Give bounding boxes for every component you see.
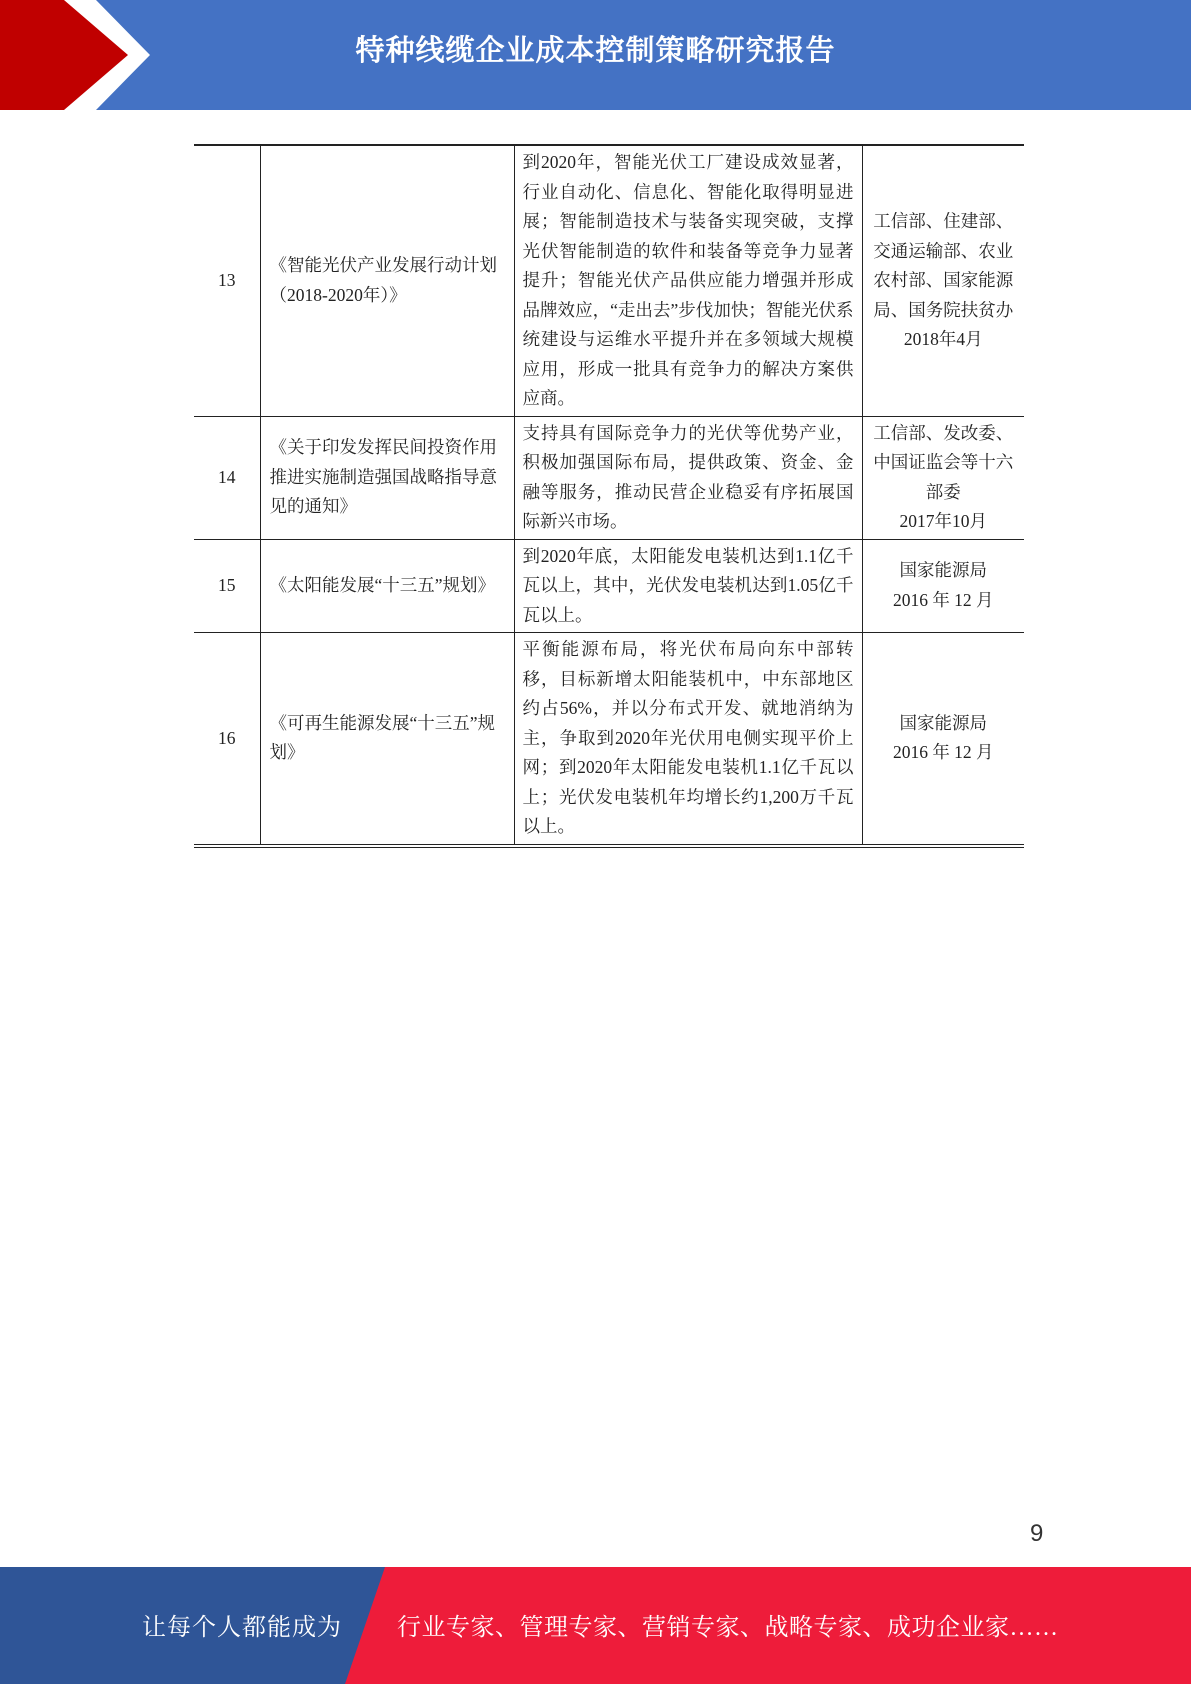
policy-title: 《关于印发发挥民间投资作用推进实施制造强国战略指导意见的通知》 [260,416,514,539]
policy-title: 《可再生能源发展“十三五”规划》 [260,633,514,846]
department-names: 国家能源局 [899,560,987,581]
policy-content: 平衡能源布局，将光伏布局向东中部转移，目标新增太阳能装机中，中东部地区约占56%，并以分布式开发、就地消纳为主，争取到2020年光伏用电侧实现平价上网；到2020年太阳能发电装机1.1亿千瓦以上；光伏发电装机年均增长约1,200万千瓦以上。 [514,633,862,846]
issuing-department [862,416,1024,539]
issue-date: 2018年4月 [903,329,983,349]
row-number: 15 [194,539,260,633]
footer-slogan-right: 行业专家、管理专家、营销专家、战略专家、成功企业家…… [397,1615,1059,1641]
page-number: 9 [1030,1520,1044,1547]
table-row [194,145,1024,416]
policy-table [194,144,1024,848]
table-row [194,416,1024,539]
issuing-department [862,539,1024,633]
page-footer [0,1567,1191,1684]
department-names: 国家能源局 [899,712,987,733]
issue-date: 2017年10月 [899,511,987,531]
issuing-department [862,145,1024,416]
policy-content: 到2020年底，太阳能发电装机达到1.1亿千瓦以上，其中，光伏发电装机达到1.05亿千瓦以上。 [514,539,862,633]
footer-slogan-left: 让每个人都能成为 [142,1615,342,1641]
issuing-department [862,633,1024,846]
page-header [0,0,1191,110]
row-number: 13 [194,145,260,416]
issue-date: 2016 年 12 月 [892,589,994,610]
table-row [194,633,1024,846]
row-number: 16 [194,633,260,846]
issue-date: 2016 年 12 月 [892,742,994,763]
policy-content: 到2020年，智能光伏工厂建设成效显著，行业自动化、信息化、智能化取得明显进展；智能制造技术与装备实现突破，支撑光伏智能制造的软件和装备等竞争力显著提升；智能光伏产品供应能力增强并形成品牌效应，“走出去”步伐加快；智能光伏系统建设与运维水平提升并在多领域大规模应用，形成一批具有竞争力的解决方案供应商。 [514,145,862,416]
department-names: 工信部、住建部、交通运输部、农业农村部、国家能源局、国务院扶贫办 [873,211,1014,320]
table-row [194,539,1024,633]
document-title: 特种线缆企业成本控制策略研究报告 [355,33,836,67]
policy-title: 《智能光伏产业发展行动计划（2018-2020年）》 [260,145,514,416]
department-names: 工信部、发改委、中国证监会等十六部委 [873,422,1014,502]
policy-title: 《太阳能发展“十三五”规划》 [260,539,514,633]
policy-content: 支持具有国际竞争力的光伏等优势产业，积极加强国际布局，提供政策、资金、金融等服务，推动民营企业稳妥有序拓展国际新兴市场。 [514,416,862,539]
row-number: 14 [194,416,260,539]
